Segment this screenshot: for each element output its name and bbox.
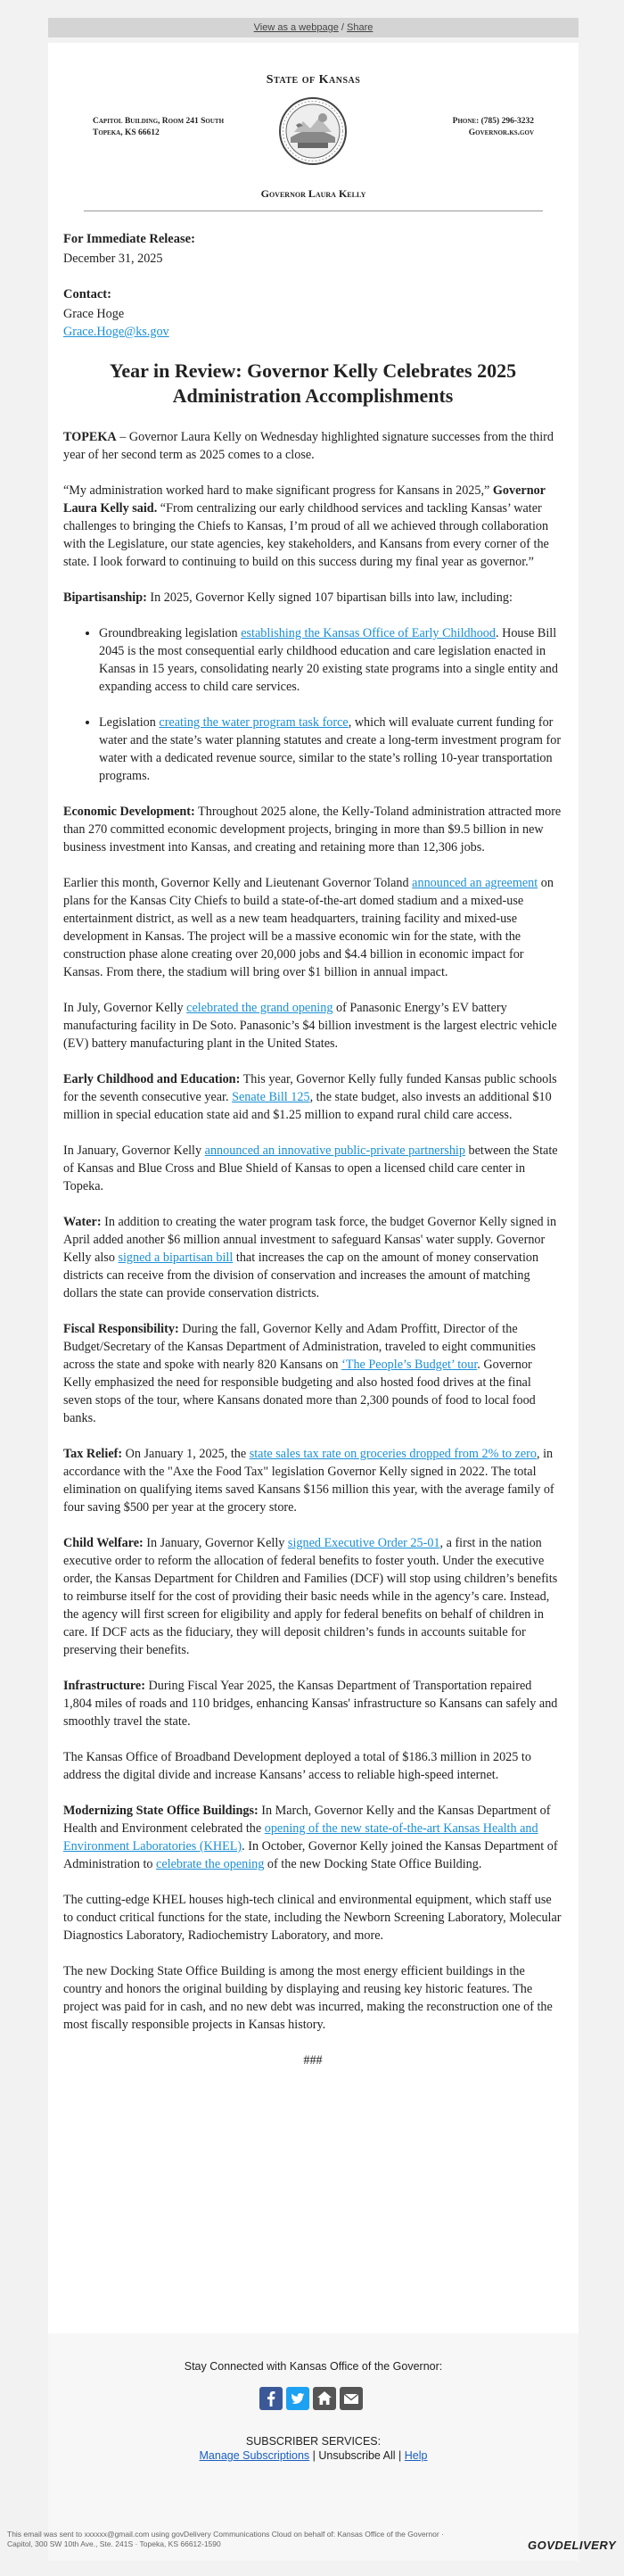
list-item	[99, 714, 562, 785]
capitol-address	[93, 116, 224, 139]
economic-development-paragraph	[63, 803, 562, 856]
text: In January, Governor Kelly	[63, 1144, 205, 1158]
subscriber-services-label: SUBSCRIBER SERVICES:	[245, 2435, 382, 2448]
quote-open: “My administration worked hard to make significant progress for Kansans in 2025,”	[63, 483, 493, 498]
view-as-webpage-link[interactable]: View as a webpage	[253, 22, 339, 33]
docking-opening-link[interactable]: celebrate the opening	[156, 1857, 265, 1871]
intro-paragraph	[63, 428, 562, 464]
contact-name: Grace Hoge	[63, 307, 125, 321]
text: In addition to creating the water program task force, the budget Governor Kelly signed in April added another $6 million annual investment to safeguard Kansas' water supply. Governor Kelly also	[63, 1215, 557, 1265]
topbar-separator: /	[341, 22, 344, 33]
email-icon[interactable]	[340, 2387, 363, 2410]
text: During the fall, Governor Kelly and Adam Proffitt, Director of the Budget/Secretary of the Kansas Department of Administration, traveled to eight communities across the state and spoke with nearly 820 Kansans on	[63, 1322, 536, 1372]
early-childhood-paragraph	[63, 1070, 562, 1124]
list-item	[99, 624, 562, 696]
text: This year, Governor Kelly fully funded Kansas public schools for the seventh consecutive year.	[63, 1072, 557, 1104]
legal-notice	[7, 2530, 506, 2549]
section-label: Modernizing State Office Buildings:	[63, 1804, 259, 1818]
text: In January, Governor Kelly	[143, 1536, 288, 1550]
section-label: Infrastructure:	[63, 1679, 145, 1693]
contact-email-link[interactable]: Grace.Hoge@ks.gov	[63, 325, 169, 339]
panasonic-paragraph	[63, 999, 562, 1053]
twitter-icon[interactable]	[286, 2387, 309, 2410]
senate-bill-link[interactable]: Senate Bill 125	[232, 1090, 310, 1104]
section-text: During Fiscal Year 2025, the Kansas Department of Transportation repaired 1,804 miles of roads and 110 bridges, enhancing Kansas' infrastructure so Kansans can safely and smoothly travel the state.	[63, 1679, 558, 1729]
partnership-paragraph	[63, 1142, 562, 1195]
docking-paragraph: The new Docking State Office Building is among the most energy efficient buildings in the country and honors the original building by displaying and reusing key historic features. The project was paid for in cash, and no new debt was incurred, making the reconstruction one of the most fiscally responsible projects in Kansas history.	[63, 1964, 553, 2032]
bipartisan-bill-link[interactable]: signed a bipartisan bill	[118, 1251, 234, 1265]
release-label: For Immediate Release:	[63, 232, 195, 246]
text: Earlier this month, Governor Kelly and Lieutenant Governor Toland	[63, 876, 413, 890]
legal-line: This email was sent to xxxxxx@gmail.com using govDelivery Communications Cloud on behalf of: Kansas Office of the Governor ·	[7, 2530, 444, 2539]
quote-speaker: Governor Laura Kelly said.	[63, 483, 546, 516]
text: In March, Governor Kelly and the Kansas Department of Health and Environment celebrated the	[63, 1804, 551, 1836]
text: On January 1, 2025, the	[122, 1447, 250, 1461]
executive-order-link[interactable]: signed Executive Order 25-01	[287, 1536, 440, 1550]
early-childhood-office-link[interactable]: establishing the Kansas Office of Early Childhood	[241, 626, 496, 640]
modernizing-paragraph	[63, 1802, 562, 1873]
text: that increases the cap on the amount of money conservation districts can receive from the division of conservation and increases the amount of matching dollars the state can provide conservation districts.	[63, 1251, 539, 1300]
infrastructure-paragraph	[63, 1677, 562, 1730]
view-share-bar	[48, 18, 579, 37]
text: . House Bill 2045 is the most consequential early childhood education and care legislation enacted in Kansas in 15 years, consolidating nearly 20 existing state programs into a single entity and expanding access to child care services.	[99, 626, 558, 694]
section-label: Fiscal Responsibility:	[63, 1322, 179, 1336]
home-icon[interactable]	[313, 2387, 336, 2410]
text: Groundbreaking legislation	[99, 626, 242, 640]
bipartisanship-paragraph	[63, 589, 562, 607]
unsubscribe-all-link[interactable]: Unsubscribe All	[318, 2449, 396, 2462]
partnership-link[interactable]: announced an innovative public-private partnership	[204, 1144, 465, 1158]
grocery-tax-link[interactable]: state sales tax rate on groceries dropped from 2% to zero	[249, 1447, 537, 1461]
section-text: Throughout 2025 alone, the Kelly-Toland administration attracted more than 270 committed economic development projects, bringing in more than $9.5 billion in new business investment into Kansas, and creating and retaining more than 12,306 jobs.	[63, 805, 562, 855]
chiefs-paragraph	[63, 874, 562, 981]
section-text: In 2025, Governor Kelly signed 107 bipartisan bills into law, including:	[146, 590, 513, 605]
quote-rest: “From centralizing our early childhood services and tackling Kansas’ water challenges to bringing the Chiefs to Kansas, I’m proud of all we achieved through collaboration with the Legislature, our state agencies, key stakeholders, and Kansans from every corner of the state. I look forward to continuing to build on this success during my final year as governor.”	[63, 501, 549, 569]
text: between the State of Kansas and Blue Cross and Blue Shield of Kansas to open a licensed child care center in Topeka.	[63, 1144, 558, 1193]
legal-line: Capitol, 300 SW 10th Ave., Ste. 241S · Topeka, KS 66612-1590	[7, 2539, 221, 2548]
social-links	[259, 2387, 366, 2414]
email-footer	[48, 2333, 579, 2561]
text: of Panasonic Energy’s EV battery manufacturing facility in De Soto. Panasonic’s $4 billion investment is the largest electric vehicle (EV) battery manufacturing plant in the United States.	[63, 1001, 557, 1051]
website: Governor.ks.gov	[468, 128, 534, 137]
subscriber-links	[48, 2449, 579, 2462]
share-link[interactable]: Share	[347, 22, 374, 33]
water-task-force-link[interactable]: creating the water program task force	[159, 715, 349, 730]
tax-relief-paragraph	[63, 1445, 562, 1516]
governor-name: Governor Laura Kelly	[260, 187, 366, 200]
text: . Governor Kelly emphasized the need for responsible budgeting and also hosted food drives at the final seven stops of the tour, where Kansans donated more than 2,300 pounds of food to local food banks.	[63, 1358, 536, 1425]
press-release-content	[63, 230, 562, 2087]
section-label: Tax Relief:	[63, 1447, 123, 1461]
section-label: Early Childhood and Education:	[63, 1072, 241, 1086]
water-paragraph	[63, 1213, 562, 1302]
help-link[interactable]: Help	[404, 2449, 428, 2462]
headline: Year in Review: Governor Kelly Celebrates 2025 Administration Accomplishments	[109, 359, 517, 407]
link-separator: |	[398, 2449, 402, 2462]
release-date: December 31, 2025	[63, 252, 163, 266]
text: Legislation	[99, 715, 160, 730]
manage-subscriptions-link[interactable]: Manage Subscriptions	[199, 2449, 310, 2462]
grand-opening-link[interactable]: celebrated the grand opening	[186, 1001, 333, 1015]
section-label: Water:	[63, 1215, 102, 1229]
peoples-budget-link[interactable]: ‘The People’s Budget’ tour	[341, 1358, 478, 1372]
facebook-icon[interactable]	[259, 2387, 283, 2410]
section-label: Child Welfare:	[63, 1536, 144, 1550]
broadband-paragraph: The Kansas Office of Broadband Development deployed a total of $186.3 million in 2025 to address the digital divide and increase Kansans’ access to reliable high-speed internet.	[63, 1750, 531, 1782]
dateline: TOPEKA	[63, 430, 117, 444]
state-seal-icon	[278, 96, 348, 166]
phone-website	[453, 116, 534, 139]
text: , a first in the nation executive order to reform the allocation of federal benefits to foster youth. Under the executive order, the Kansas Department for Children and Families (DCF) will stop using children’s benefits to reimburse itself for the cost of providing their basic needs while in the agency’s care. Instead, the agency will first screen for eligibility and apply for federal benefits on behalf of children in care. If DCF acts as the fiduciary, they will deposit children’s funds in accounts suitable for preserving their benefits.	[63, 1536, 558, 1657]
state-title: State of Kansas	[266, 73, 361, 87]
end-mark: ###	[303, 2053, 323, 2068]
text: , which will evaluate current funding for water and the state’s water planning statutes and create a long-term investment program for water with a dedicated revenue source, similar to the state’s rolling 10-year transportation programs.	[99, 715, 562, 783]
stay-connected-text: Stay Connected with Kansas Office of the Governor:	[184, 2360, 443, 2373]
text: . In October, Governor Kelly joined the Kansas Department of Administration to	[63, 1839, 558, 1871]
email-card	[48, 43, 579, 2333]
chiefs-agreement-link[interactable]: announced an agreement	[412, 876, 538, 890]
address-line: Topeka, KS 66612	[93, 128, 160, 137]
text: , the state budget, also invests an additional $10 million in special education state aid and $1.25 million to expand rural child care access.	[63, 1090, 552, 1122]
intro-text: – Governor Laura Kelly on Wednesday highlighted signature successes from the third year of her second term as 2025 comes to a close.	[63, 430, 554, 462]
fiscal-paragraph	[63, 1320, 562, 1427]
bill-list	[63, 624, 562, 785]
khel-paragraph: The cutting-edge KHEL houses high-tech clinical and environmental equipment, which staff use to conduct critical functions for the state, including the Newborn Screening Laboratory, Molecular Diagnostics Laboratory, Radiochemistry Laboratory, and more.	[63, 1893, 562, 1943]
text: In July, Governor Kelly	[63, 1001, 187, 1015]
quote-paragraph	[63, 482, 562, 571]
text: on plans for the Kansas City Chiefs to build a state-of-the-art domed stadium and a mixed-use entertainment district, as well as a new team headquarters, training facility and mixed-use development in Kansas. The project will be a massive economic win for the state, with the construction phase alone creating over 20,000 jobs and $4.4 billion in economic impact for Kansas. From there, the stadium will bring over $1 billion in annual impact.	[63, 876, 554, 979]
text: of the new Docking State Office Building.	[264, 1857, 482, 1871]
khel-opening-link[interactable]: opening of the new state-of-the-art Kansas Health and Environment Laboratories (KHEL)	[63, 1821, 538, 1854]
letterhead	[84, 61, 543, 211]
text: , in accordance with the "Axe the Food Tax" legislation Governor Kelly signed in 2022. The total elimination on qualifying items saved Kansans $156 million this year, with the average family of four saving $500 per year at the grocery store.	[63, 1447, 554, 1515]
section-label: Bipartisanship:	[63, 590, 147, 605]
address-line: Capitol Building, Room 241 South	[93, 117, 225, 126]
link-separator: |	[312, 2449, 316, 2462]
child-welfare-paragraph	[63, 1534, 562, 1659]
contact-label: Contact:	[63, 287, 111, 301]
phone-number: Phone: (785) 296-3232	[452, 117, 534, 126]
govdelivery-logo: GOVDELIVERY	[528, 2539, 617, 2552]
section-label: Economic Development:	[63, 805, 195, 819]
